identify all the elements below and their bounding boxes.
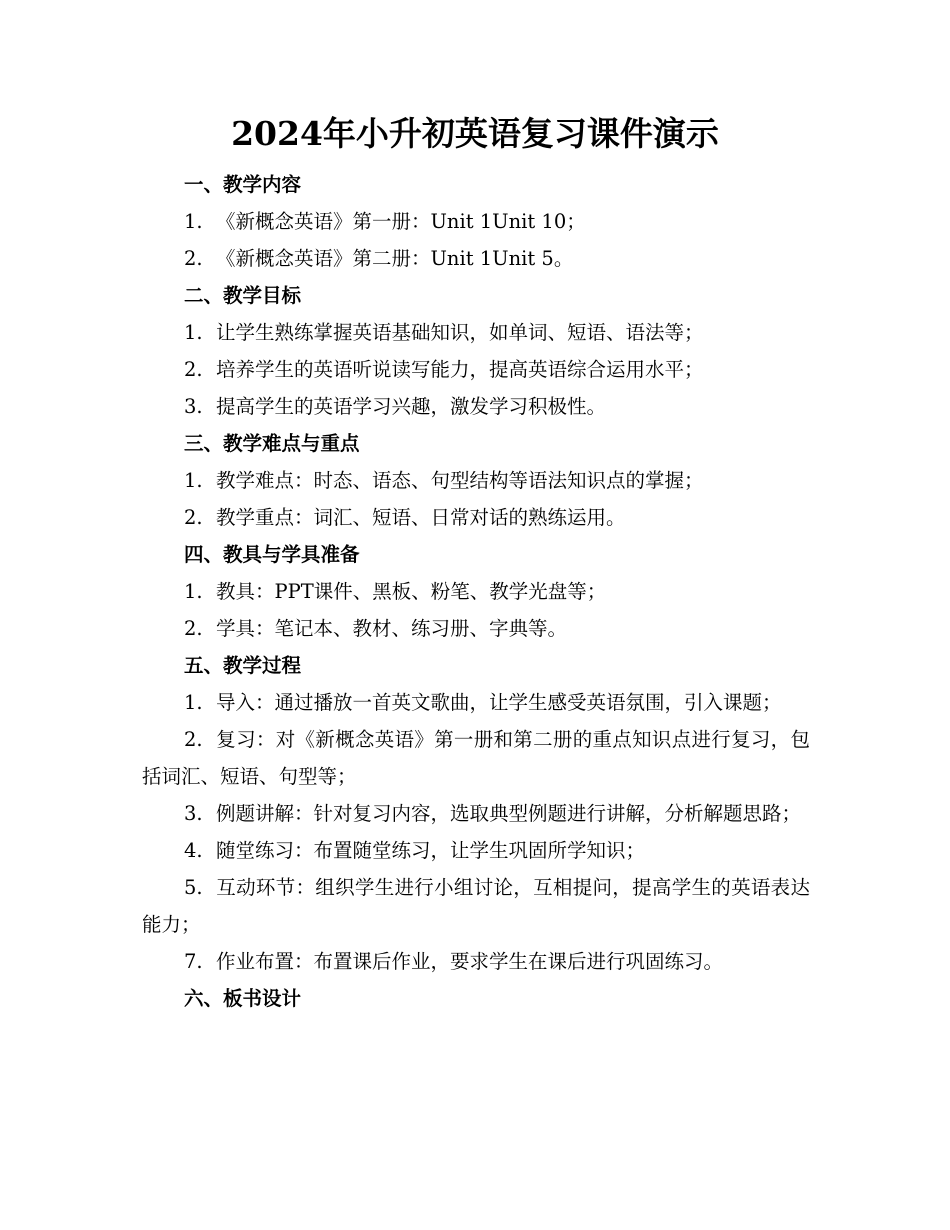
item-text: 例题讲解：针对复习内容，选取典型例题进行讲解，分析解题思路； bbox=[216, 802, 802, 825]
list-item bbox=[142, 573, 810, 610]
section-heading-teaching-content: 一、教学内容 bbox=[184, 173, 302, 196]
item-text: 作业布置：布置课后作业，要求学生在课后进行巩固练习。 bbox=[216, 950, 724, 973]
list-item bbox=[142, 462, 810, 499]
item-number: 3. bbox=[184, 802, 203, 825]
item-number: 2. bbox=[184, 506, 203, 529]
item-number: 5. bbox=[184, 876, 203, 899]
paragraph-item bbox=[142, 869, 810, 943]
list-item bbox=[142, 610, 810, 647]
item-number: 1. bbox=[184, 469, 203, 492]
section-heading-materials: 四、教具与学具准备 bbox=[184, 543, 360, 566]
document-body bbox=[142, 166, 810, 1017]
item-number: 2. bbox=[184, 728, 203, 751]
paragraph-item bbox=[142, 684, 810, 721]
list-item bbox=[142, 240, 810, 277]
item-number: 2. bbox=[184, 358, 203, 381]
item-number: 4. bbox=[184, 839, 203, 862]
item-number: 1. bbox=[184, 691, 203, 714]
item-number: 7. bbox=[184, 950, 203, 973]
section-heading-teaching-goals: 二、教学目标 bbox=[184, 284, 302, 307]
item-text: 学具：笔记本、教材、练习册、字典等。 bbox=[216, 617, 568, 640]
item-text: 提高学生的英语学习兴趣，激发学习积极性。 bbox=[216, 395, 607, 418]
paragraph-item bbox=[142, 943, 810, 980]
section-heading-teaching-process: 五、教学过程 bbox=[184, 654, 302, 677]
paragraph-item bbox=[142, 795, 810, 832]
list-item bbox=[142, 499, 810, 536]
item-number: 1. bbox=[184, 321, 203, 344]
item-text: 《新概念英语》第二册：Unit 1Unit 5。 bbox=[216, 247, 574, 270]
section-heading-blackboard-design: 六、板书设计 bbox=[184, 987, 302, 1010]
item-number: 3. bbox=[184, 395, 203, 418]
item-text: 培养学生的英语听说读写能力，提高英语综合运用水平； bbox=[216, 358, 704, 381]
paragraph-item bbox=[142, 721, 810, 795]
item-number: 1. bbox=[184, 580, 203, 603]
list-item bbox=[142, 351, 810, 388]
list-item bbox=[142, 388, 810, 425]
item-text: 复习：对《新概念英语》第一册和第二册的重点知识点进行复习，包括词汇、短语、句型等； bbox=[142, 728, 810, 788]
item-text: 教学难点：时态、语态、句型结构等语法知识点的掌握； bbox=[216, 469, 704, 492]
item-text: 导入：通过播放一首英文歌曲，让学生感受英语氛围，引入课题； bbox=[216, 691, 782, 714]
item-number: 2. bbox=[184, 247, 203, 270]
item-text: 《新概念英语》第一册：Unit 1Unit 10； bbox=[216, 210, 586, 233]
item-text: 让学生熟练掌握英语基础知识，如单词、短语、语法等； bbox=[216, 321, 704, 344]
document-title: 2024年小升初英语复习课件演示 bbox=[231, 114, 719, 153]
item-text: 教学重点：词汇、短语、日常对话的熟练运用。 bbox=[216, 506, 626, 529]
list-item bbox=[142, 314, 810, 351]
item-text: 随堂练习：布置随堂练习，让学生巩固所学知识； bbox=[216, 839, 646, 862]
item-number: 2. bbox=[184, 617, 203, 640]
paragraph-item bbox=[142, 832, 810, 869]
item-text: 互动环节：组织学生进行小组讨论，互相提问，提高学生的英语表达能力； bbox=[142, 876, 810, 936]
item-number: 1. bbox=[184, 210, 203, 233]
list-item bbox=[142, 203, 810, 240]
item-text: 教具：PPT课件、黑板、粉笔、教学光盘等； bbox=[216, 580, 607, 603]
section-heading-difficulties: 三、教学难点与重点 bbox=[184, 432, 360, 455]
